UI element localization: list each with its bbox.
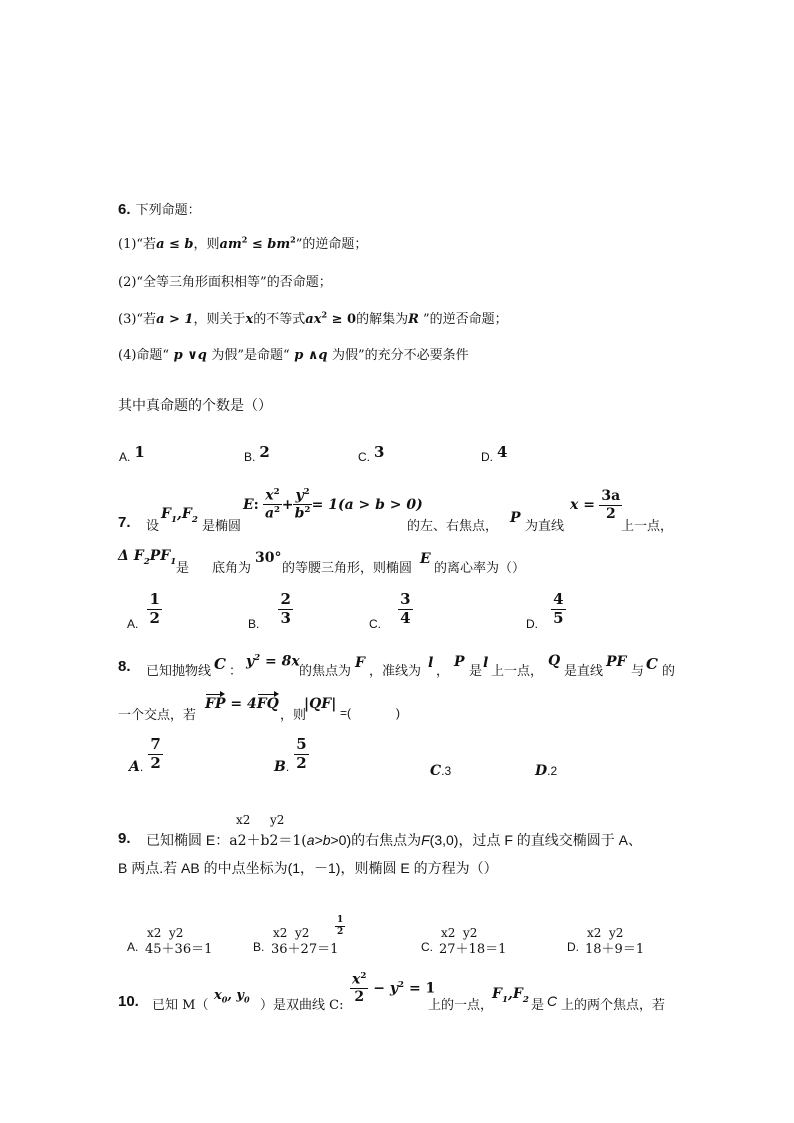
q7-option-c[interactable]: $_{C.}$ $\frac{3}{4}$ <box>369 590 411 631</box>
q6-option-a[interactable]: A. 1 <box>119 443 145 464</box>
point-coords: $x_0$, $y_0$ <box>214 988 250 1005</box>
q8-option-b[interactable]: $B_.$ $\frac{5}{2}$ <box>274 735 307 775</box>
question-number: 8. <box>118 658 131 675</box>
vector-equation: FP = 4FQ <box>205 696 279 712</box>
parabola-equation: $y^2 = 8x$ <box>246 653 300 670</box>
q6-option-d[interactable]: D. 4 <box>481 443 508 464</box>
question-number: 6. <box>118 201 131 218</box>
q7-option-b[interactable]: $_{B.}$ $\frac{2}{3}$ <box>248 590 291 631</box>
question-number: 10. <box>118 993 139 1010</box>
q6-option-b[interactable]: B. 2 <box>244 443 270 464</box>
question-number: 9. <box>118 830 131 847</box>
foci-label: $F_1,F_2$ <box>161 506 198 525</box>
q9-line-2: B 两点.若 AB 的中点坐标为(1，－1)，则椭圆 E 的方程为（） <box>118 860 498 876</box>
hyperbola-equation: $\frac{x^2}{2}$ − $y^2 = 1$ <box>352 971 436 1006</box>
ellipse-equation: E: $\frac{x^2}{a^2}$ + $\frac{y^2}{b^2}$ = 1(a > b > 0) <box>243 487 423 522</box>
q6-option-c[interactable]: C. 3 <box>358 443 385 464</box>
q8-option-c[interactable]: C.3 <box>430 763 452 779</box>
question-number: 7. <box>118 514 131 531</box>
q7-option-d[interactable]: $_{D.}$ $\frac{4}{5}$ <box>526 590 564 631</box>
foci-label: $F_1,F_2$ <box>492 986 529 1005</box>
q6-question: 其中真命题的个数是（） <box>118 398 272 414</box>
q6-item-4: (4)命题“ p ∨q 为假”是命题“ p ∧q 为假”的充分不必要条件 <box>118 348 469 363</box>
question-intro: 下列命题： <box>135 203 201 218</box>
q6-item-3: (3)“若a > 1，则关于x的不等式$ax^2 \ge 0$的解集为R ”的逆否命题； <box>118 309 508 327</box>
question-6 <box>118 199 201 218</box>
q6-item-1: (1)“若a ≤ b，则$am^2 \le bm^2$”的逆命题； <box>118 234 368 252</box>
q8-option-a[interactable]: $A_.$ $\frac{7}{2}$ <box>129 735 161 775</box>
q7-option-a[interactable]: $_{A.}$ $\frac{1}{2}$ <box>127 590 160 631</box>
q6-item-2: (2)“全等三角形面积相等”的否命题； <box>118 275 332 290</box>
line-equation: x = $\frac{3a}{2}$ <box>570 488 621 522</box>
q8-option-d[interactable]: D.2 <box>535 763 558 779</box>
